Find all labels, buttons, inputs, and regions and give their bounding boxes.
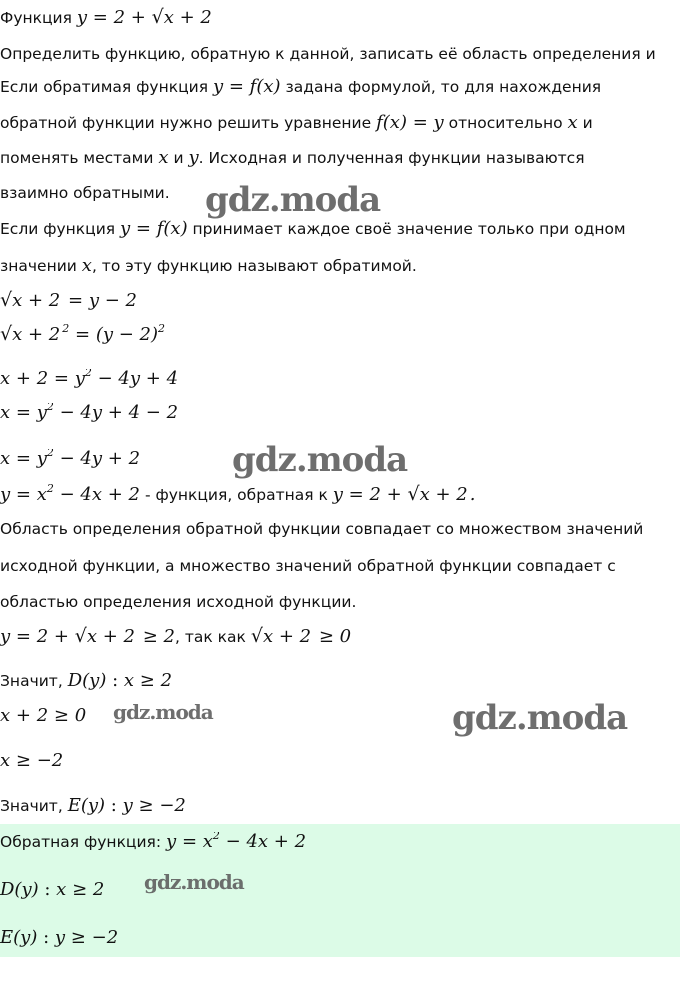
theory-line-6: значении x, то эту функцию называют обратимой.	[0, 256, 417, 276]
theory-line-1: Если обратимая функция y = f(x) задана формулой, то для нахождения	[0, 77, 602, 97]
task-statement: Определить функцию, обратную к данной, записать её область определения и	[0, 45, 656, 63]
range-statement: y = 2 + √x + 2 ≥ 2, так как √x + 2 ≥ 0	[0, 626, 352, 647]
header-label: Функция	[0, 9, 72, 27]
theory-line-4: взаимно обратными.	[0, 184, 170, 202]
domain-text-1: Область определения обратной функции совпадает со множеством значений	[0, 520, 644, 538]
eq-5: $x = y^2 - 4y + 2$	[0, 449, 141, 469]
watermark: gdz.moda	[232, 440, 408, 480]
inverse-statement: $y = x^2 - 4x + 2$ - функция, обратная к y = 2 + √x + 2 .	[0, 484, 476, 505]
theory-line-2: обратной функции нужно решить уравнение f(x) = y относительно x и	[0, 113, 593, 133]
eq-6: x + 2 ≥ 0	[0, 706, 87, 726]
watermark: gdz.moda	[144, 870, 244, 894]
header-formula: y = 2 + √x + 2	[76, 7, 212, 28]
hence-range: Значит, E(y) : y ≥ −2	[0, 796, 186, 816]
domain-text-2: исходной функции, а множество значений обратной функции совпадает с	[0, 557, 616, 575]
answer-domain: D(y) : x ≥ 2	[0, 880, 105, 900]
watermark: gdz.moda	[205, 180, 381, 220]
task-header	[0, 7, 680, 28]
hence-domain: Значит, D(y) : x ≥ 2	[0, 671, 173, 691]
eq-3: $x + 2 = y^2 - 4y + 4$	[0, 369, 179, 389]
theory-line-3: поменять местами x и y. Исходная и полученная функции называются	[0, 148, 585, 168]
eq-4: $x = y^2 - 4y + 4 - 2$	[0, 403, 179, 423]
eq-1: √x + 2 = y − 2	[0, 290, 137, 311]
domain-text-3: областью определения исходной функции.	[0, 593, 357, 611]
watermark: gdz.moda	[452, 698, 628, 738]
answer-range: E(y) : y ≥ −2	[0, 928, 119, 948]
eq-7: x ≥ −2	[0, 751, 64, 771]
eq-2: √x + 2 $^2 = (y - 2)^2$	[0, 324, 166, 345]
theory-line-5: Если функция y = f(x) принимает каждое своё значение только при одном	[0, 219, 626, 239]
answer-inverse: Обратная функция: $y = x^2 - 4x + 2$	[0, 832, 307, 852]
watermark: gdz.moda	[113, 700, 213, 724]
